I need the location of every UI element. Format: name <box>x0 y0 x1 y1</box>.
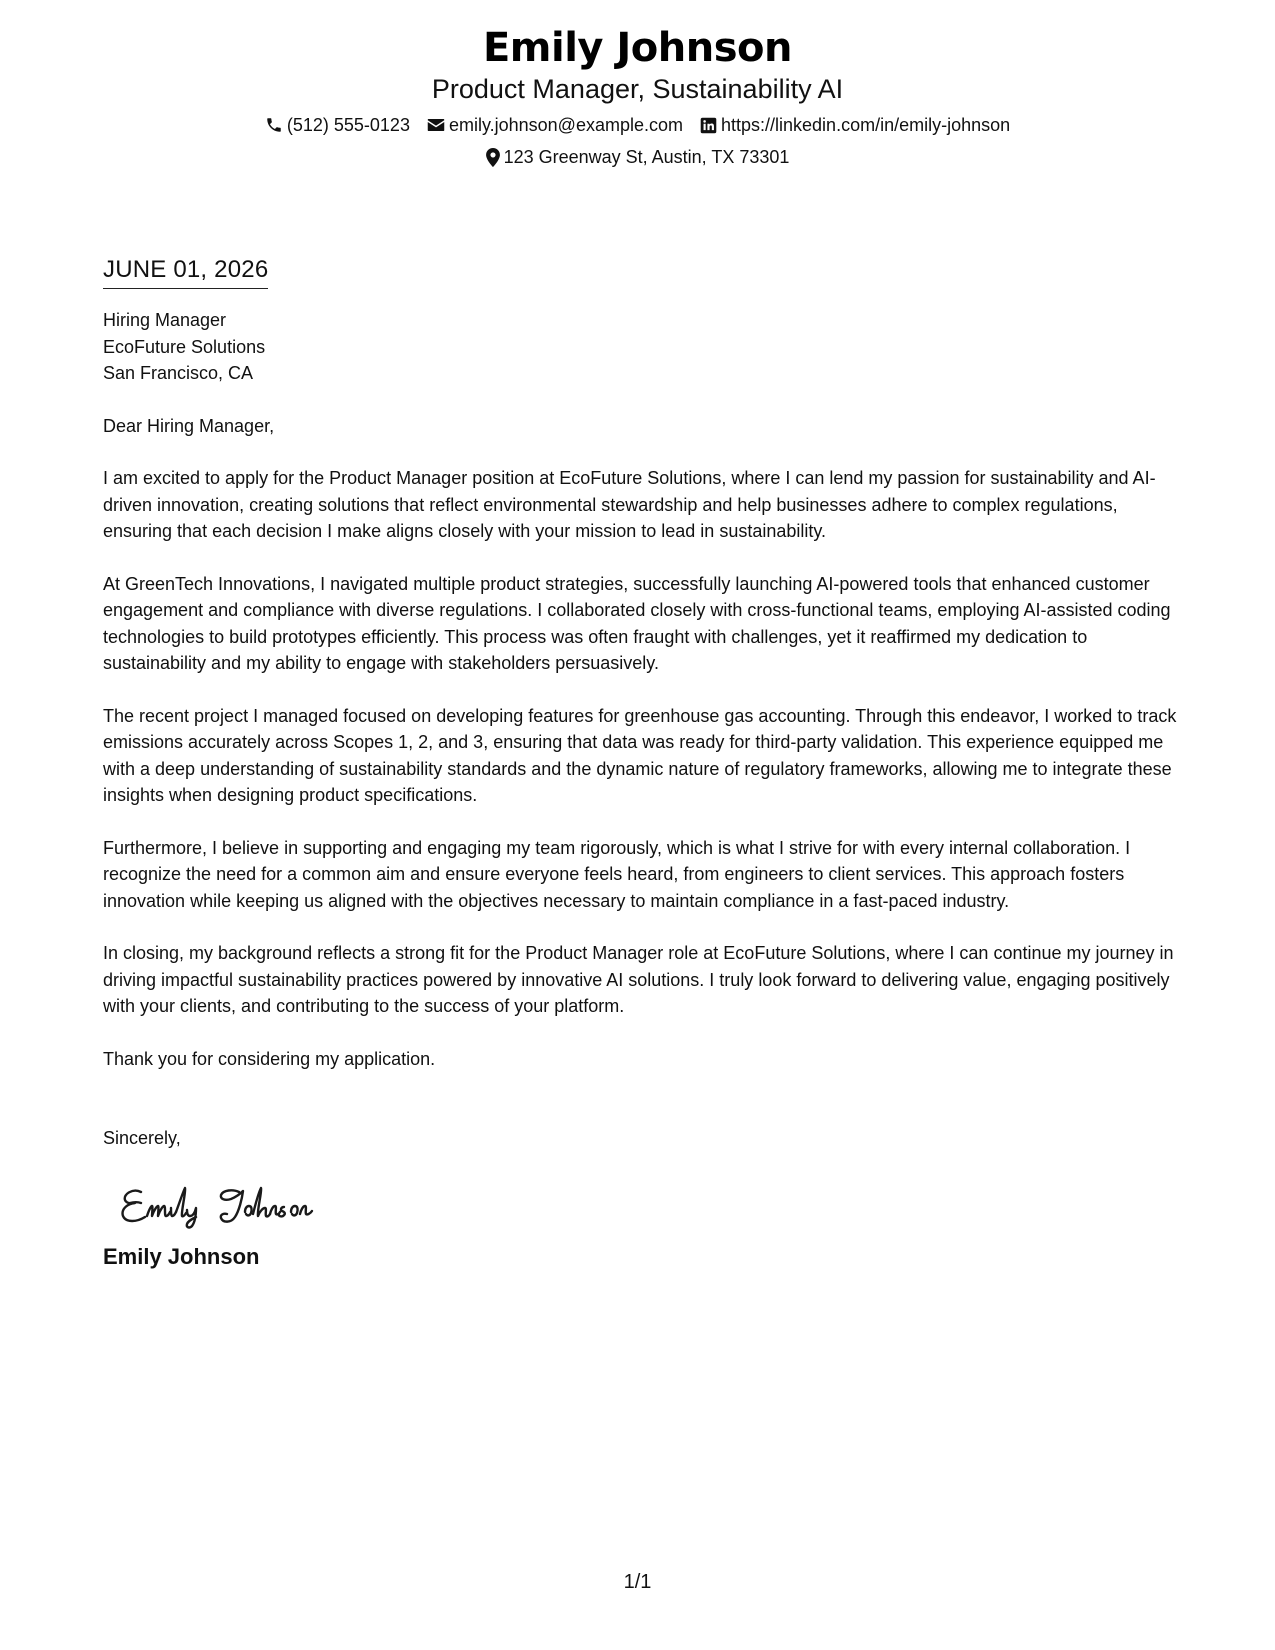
recipient-company: EcoFuture Solutions <box>103 336 266 357</box>
letter-date: JUNE 01, 2026 <box>103 254 268 289</box>
contact-address <box>486 144 790 170</box>
recipient-title: Hiring Manager <box>103 310 227 330</box>
applicant-name: Emily Johnson <box>482 25 792 71</box>
letter-header <box>0 22 1275 170</box>
map-pin-icon <box>486 148 500 167</box>
letter-body <box>103 254 1178 1272</box>
phone-icon <box>265 116 283 134</box>
paragraph-2: At GreenTech Innovations, I navigated multiple product strategies, successfully launching AI-powered tools that enhanced customer engagement and compliance with diverse regulations. I collaborated closely with cross-functional teams, employing AI-assisted coding technologies to build prototypes efficiently. This process was often fraught with challenges, yet it reaffirmed my dedication to sustainability and my ability to engage with stakeholders persuasively. <box>103 573 1171 673</box>
greeting: Dear Hiring Manager, <box>103 415 275 436</box>
page-number: 1/1 <box>623 1571 652 1593</box>
closing: Sincerely, <box>103 1128 181 1148</box>
paragraph-1: I am excited to apply for the Product Manager position at EcoFuture Solutions, where I can lend my passion for sustainability and AI-driven innovation, creating solutions that reflect environmental stewardship and help businesses adhere to complex regulations, ensuring that each decision I make aligns closely with your mission to lead in sustainability. <box>103 468 1156 541</box>
contact-email[interactable] <box>427 112 683 138</box>
contact-phone <box>265 112 410 138</box>
contact-row <box>0 112 1275 138</box>
email-text[interactable]: emily.johnson@example.com <box>448 115 683 135</box>
envelope-icon <box>427 117 445 133</box>
address-text: 123 Greenway St, Austin, TX 73301 <box>503 147 790 167</box>
linkedin-icon <box>700 117 717 134</box>
phone-text: (512) 555-0123 <box>286 115 410 135</box>
address-row <box>0 144 1275 170</box>
paragraph-3: The recent project I managed focused on developing features for greenhouse gas accounting. Through this endeavor, I worked to track emissions accurately across Scopes 1, 2, and 3, ensuring that data was ready for third-party validation. This experience equipped me with a deep understanding of sustainability standards and the dynamic nature of regulatory frameworks, allowing me to integrate these insights when designing product specifications. <box>103 705 1177 805</box>
contact-linkedin[interactable] <box>700 112 1010 138</box>
linkedin-text[interactable]: https://linkedin.com/in/emily-johnson <box>721 115 1011 135</box>
paragraph-5: In closing, my background reflects a strong fit for the Product Manager role at EcoFuture Solutions, where I can continue my journey in driving impactful sustainability practices powered by innovative AI solutions. I truly look forward to delivering value, engaging positively with your clients, and contributing to the success of your platform. <box>103 943 1174 1016</box>
thanks-line: Thank you for considering my application. <box>103 1048 436 1069</box>
recipient-location: San Francisco, CA <box>103 363 254 383</box>
recipient-block <box>103 307 1178 387</box>
handwritten-signature <box>119 1178 359 1234</box>
signer-name: Emily Johnson <box>103 1243 260 1269</box>
paragraph-4: Furthermore, I believe in supporting and engaging my team rigorously, which is what I strive for with every internal collaboration. I recognize the need for a common aim and ensure everyone feels heard, from engineers to client services. This approach fosters innovation while keeping us aligned with the objectives necessary to maintain compliance in a fast-paced industry. <box>103 837 1131 911</box>
applicant-headline: Product Manager, Sustainability AI <box>431 74 844 104</box>
